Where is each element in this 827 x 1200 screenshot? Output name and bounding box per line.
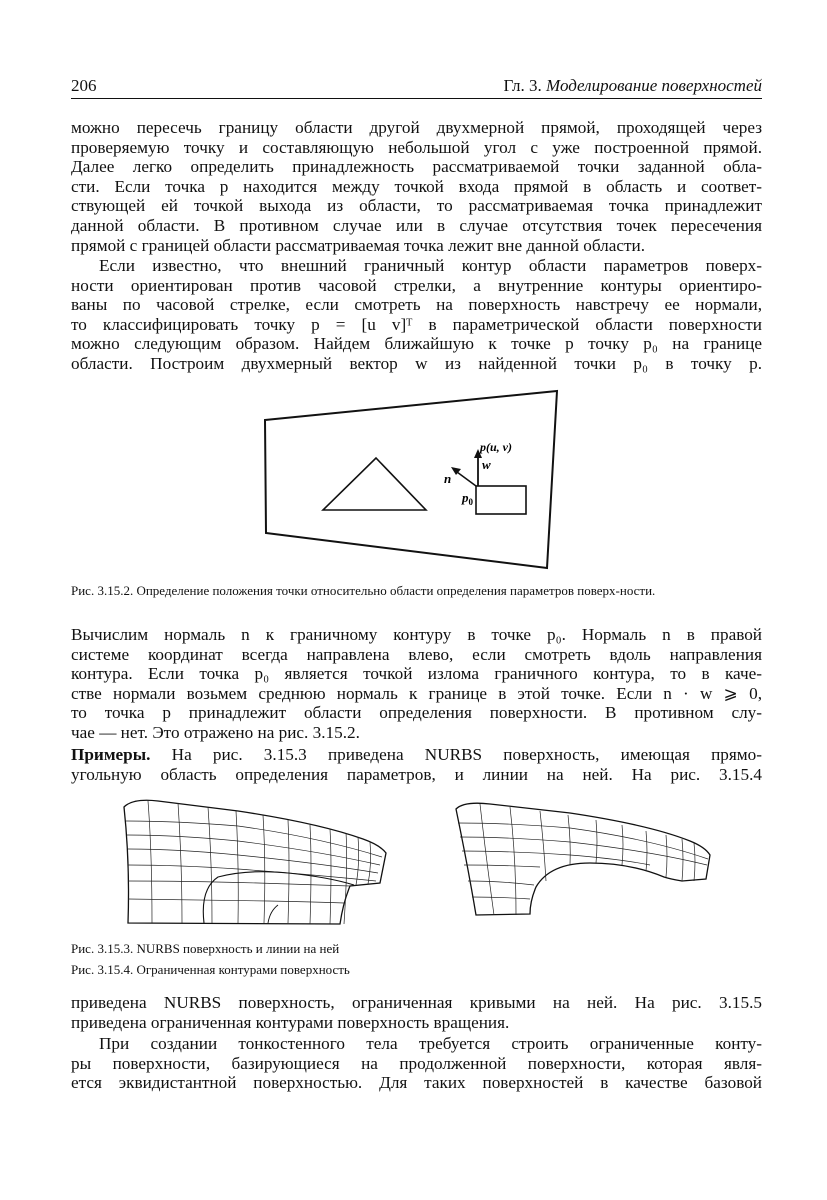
curve-on-surface-2 [268, 905, 278, 923]
text-line: данной области. В противном случае или в случае отсутствия точек пересечения [71, 215, 762, 235]
text-line: контура. Если точка p₀ является точкой излома граничного контура, то в каче- [71, 664, 762, 684]
text-line: ры поверхности, базирующиеся на продолженной поверхности, которая явля- [71, 1053, 762, 1073]
text-line: проверяемую точку и составляющую небольшой угол с уже построенной прямой. [71, 137, 762, 157]
label-p-uv: p(u, v) [480, 440, 512, 454]
page-number: 206 [71, 76, 97, 95]
label-p0 [461, 490, 474, 507]
paragraph-5 [71, 993, 762, 1032]
iso-lines-v [148, 801, 371, 924]
text-line: угольную область определения параметров, и линии на ней. На рис. 3.15.4 [71, 764, 762, 784]
figure-nurbs-surface [118, 793, 393, 930]
label-w: w [482, 457, 491, 472]
text-line: Если известно, что внешний граничный контур области параметров поверх- [99, 256, 762, 275]
text-line: При создании тонкостенного тела требуется строить ограниченные конту- [99, 1034, 762, 1053]
text-line: прямой с границей области рассматриваемая точка лежит вне данной области. [71, 235, 646, 255]
paragraph-4 [71, 745, 762, 784]
trimmed-surface-outline [456, 803, 710, 915]
examples-lead: Примеры. [71, 745, 151, 764]
text-line: сти. Если точка p находится между точкой входа прямой в область и соответ- [71, 176, 762, 196]
trimmed-iso-lines-v [480, 804, 695, 915]
figure-caption-3-15-2: Рис. 3.15.2. Определение положения точки относительно области определения параметров поверх-ности. [71, 583, 656, 598]
text-line: можно пересечь границу области другой двухмерной прямой, проходящей через [71, 118, 762, 137]
label-n: n [444, 471, 452, 486]
paragraph-2 [71, 256, 762, 374]
text-line: ствующей ей точкой выхода из области, то рассматриваемая точка принадлежит [71, 196, 762, 216]
text-line: ности ориентирован против часовой стрелки, а внутренние контуры ориентиро- [71, 275, 762, 295]
paragraph-3 [71, 625, 762, 743]
chapter-title: Моделирование поверхностей [546, 76, 762, 95]
text-line: области. Построим двухмерный вектор w из найденной точки p₀ в точку p. [71, 353, 762, 373]
text-line: Далее легко определить принадлежность рассматриваемой точки заданной обла- [71, 157, 762, 177]
curve-on-surface [203, 872, 354, 923]
triangle-hole-contour [323, 458, 426, 510]
text-line: Вычислим нормаль n к граничному контуру в точке p₀. Нормаль n в правой [71, 625, 762, 644]
paragraph-1 [71, 118, 762, 255]
text-line: приведена NURBS поверхность, ограниченная кривыми на ней. На рис. 3.15.5 [71, 993, 762, 1012]
running-head [503, 76, 762, 96]
page-header [71, 76, 762, 99]
domain-outer-contour [265, 391, 557, 568]
rectangle-hole-contour [476, 486, 526, 514]
text-line: ваны по часовой стрелке, если смотреть на поверхность навстречу ее нормали, [71, 295, 762, 315]
text-line: то классифицировать точку p = [u v]ᵀ в параметрической области поверхности [71, 314, 762, 334]
normal-n-arrow [457, 472, 476, 486]
figure-trimmed-surface [450, 797, 720, 917]
text-line: чае — нет. Это отражено на рис. 3.15.2. [71, 722, 360, 742]
text-line [71, 745, 762, 765]
text-line: можно следующим образом. Найдем ближайшую к точке p точку p₀ на границе [71, 334, 762, 354]
figure-caption-3-15-3: Рис. 3.15.3. NURBS поверхность и линии на ней [71, 941, 340, 956]
label-p0-main: p [462, 490, 469, 505]
figure-parametric-domain [250, 385, 570, 575]
figure-caption-3-15-4: Рис. 3.15.4. Ограниченная контурами поверхность [71, 962, 350, 977]
text-line: то точка p принадлежит области определения поверхности. В противном слу- [71, 703, 762, 723]
text-line-content: На рис. 3.15.3 приведена NURBS поверхность, имеющая прямо- [171, 745, 763, 764]
label-p0-sub: 0 [468, 497, 473, 507]
paragraph-6 [71, 1034, 762, 1093]
text-line: приведена ограниченная контурами поверхность вращения. [71, 1012, 510, 1032]
text-line: ется эквидистантной поверхностью. Для таких поверхностей в качестве базовой [71, 1073, 762, 1093]
text-line: системе координат всегда направлена влево, если смотреть вдоль направления [71, 644, 762, 664]
chapter-label: Гл. 3. [503, 76, 542, 95]
text-line: стве нормали возьмем среднюю нормаль к границе в этой точке. Если n · w ⩾ 0, [71, 683, 762, 703]
